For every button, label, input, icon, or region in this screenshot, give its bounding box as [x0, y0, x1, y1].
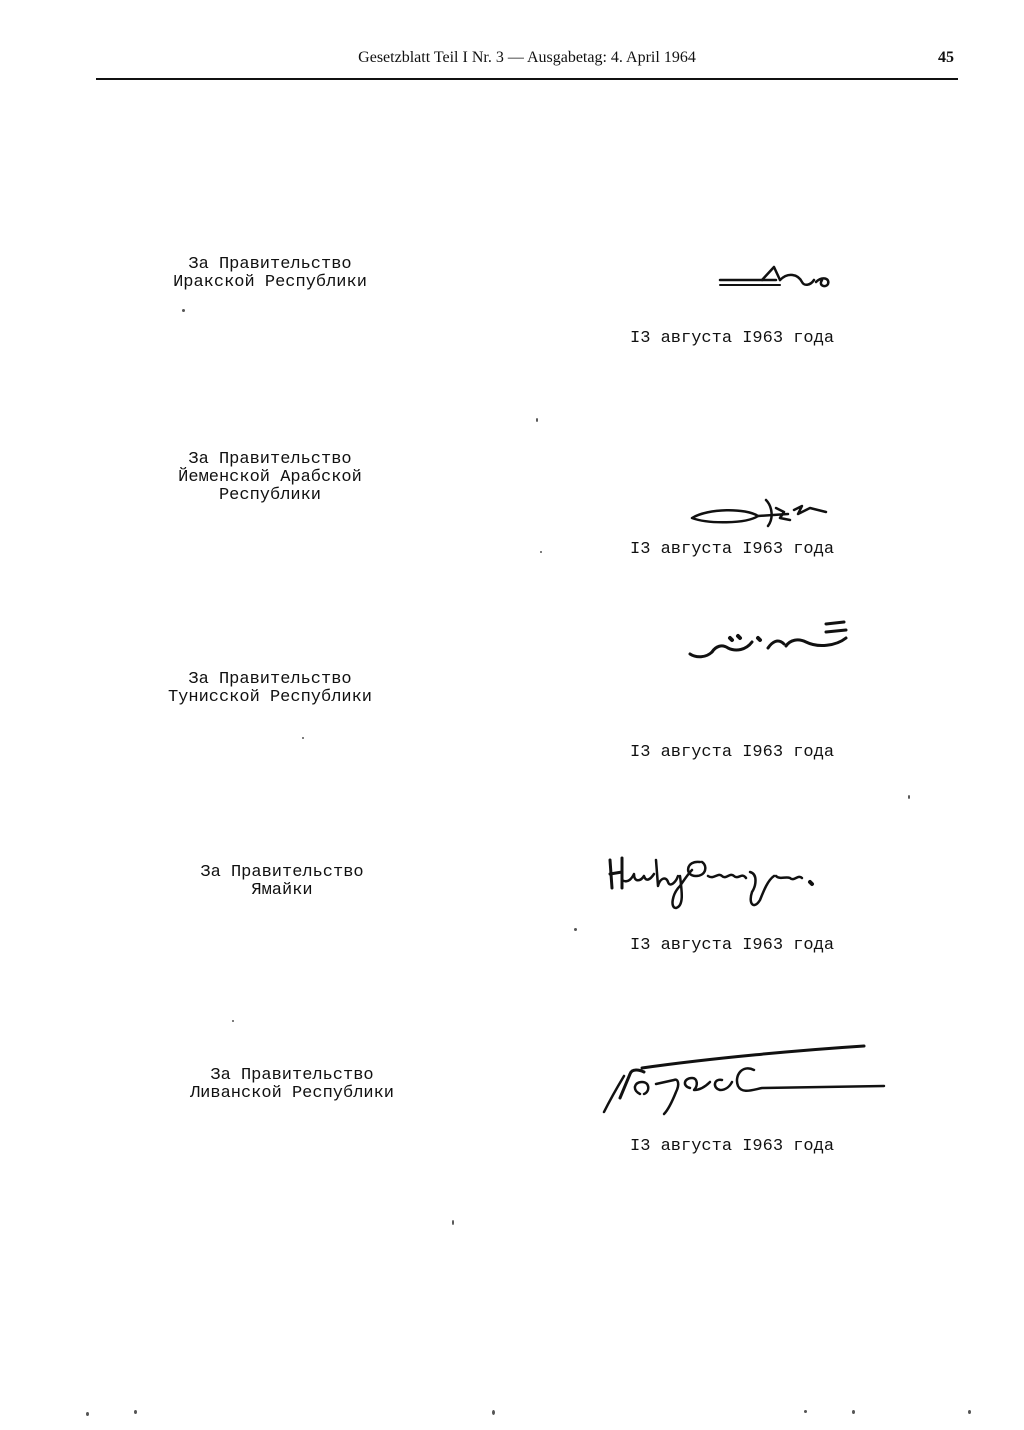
government-label-tunisia: За Правительство Тунисской Республики [167, 670, 373, 707]
speck [452, 1220, 454, 1225]
speck [540, 551, 542, 553]
signature-icon [686, 618, 856, 668]
government-label-lebanon: За Правительство Ливанской Республики [189, 1066, 395, 1103]
signature-date: I3 августа I963 года [630, 936, 835, 955]
signature-date: I3 августа I963 года [630, 1137, 835, 1156]
speck [536, 418, 538, 422]
header-title: Gesetzblatt Teil I Nr. 3 — Ausgabetag: 4. April 1964 [358, 49, 696, 66]
speck [968, 1410, 971, 1414]
speck [302, 737, 304, 739]
signature-icon [604, 852, 816, 914]
signature-icon [718, 262, 838, 294]
speck [852, 1410, 855, 1414]
signature-icon [688, 496, 833, 530]
signature-date: I3 августа I963 года [630, 743, 835, 762]
signature-date: I3 августа I963 года [630, 329, 835, 348]
government-label-iraq: За Правительство Иракской Республики [173, 255, 367, 292]
speck [232, 1020, 234, 1022]
signature-icon [602, 1040, 892, 1120]
government-label-yemen: За Правительство Йеменской Арабской Республики [178, 450, 362, 505]
speck [492, 1410, 495, 1415]
speck [86, 1412, 89, 1416]
speck [908, 795, 910, 799]
page-number: 45 [938, 49, 954, 66]
page-header [96, 46, 958, 80]
speck [574, 928, 577, 931]
government-label-jamaica: За Правительство Ямайки [200, 863, 364, 900]
signature-date: I3 августа I963 года [630, 540, 835, 559]
speck [804, 1410, 807, 1413]
speck [134, 1410, 137, 1414]
speck [182, 309, 185, 312]
